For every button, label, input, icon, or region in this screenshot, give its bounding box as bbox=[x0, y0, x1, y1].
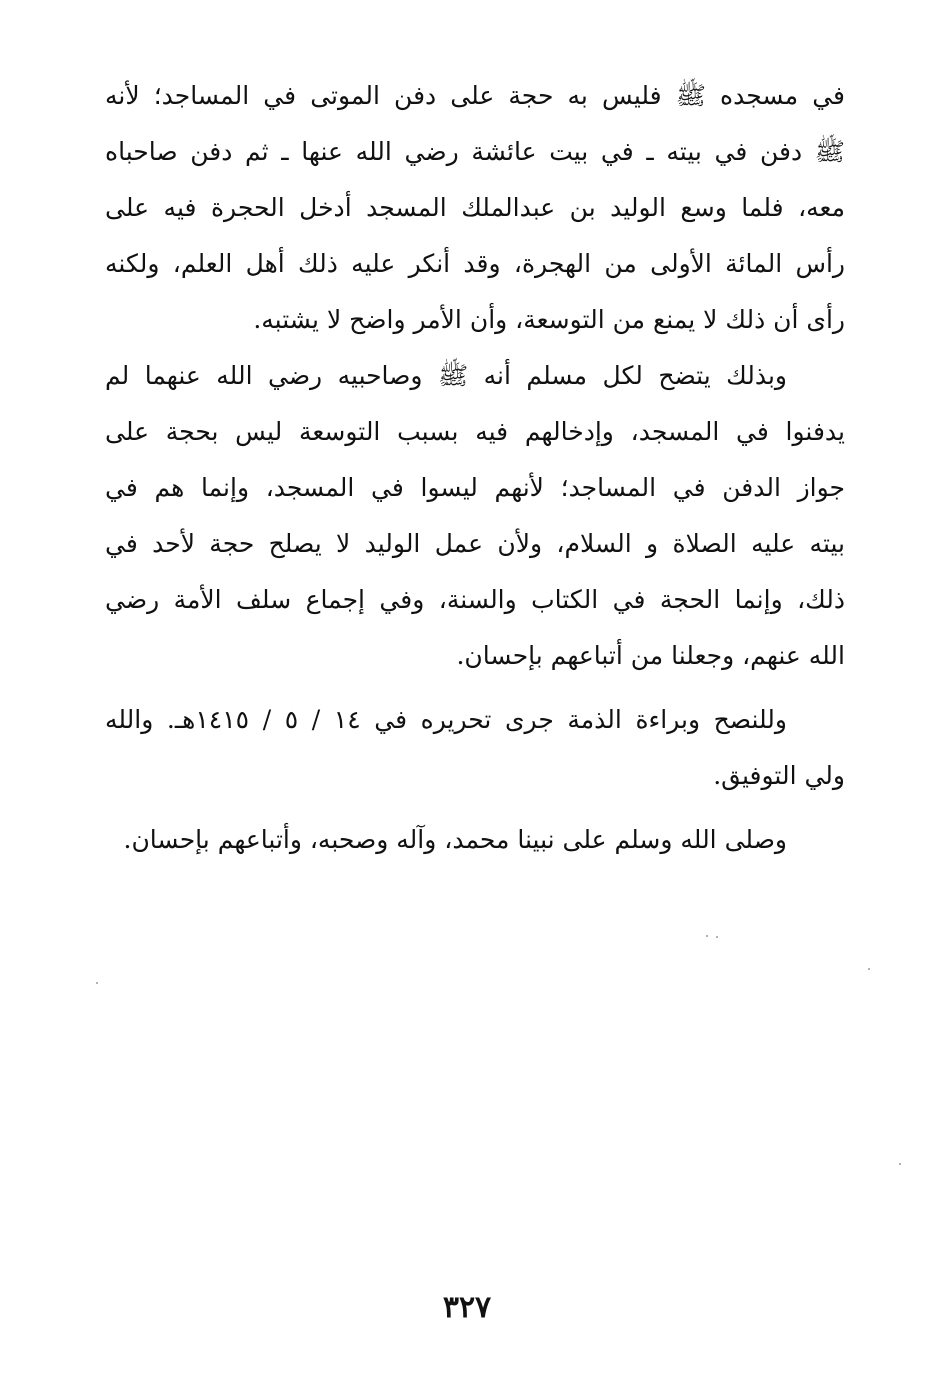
scan-speck bbox=[868, 968, 870, 970]
text-line: جواز الدفن في المساجد؛ لأنهم ليسوا في المسجد، وإنما هم في bbox=[105, 473, 845, 502]
paragraph-spacer bbox=[105, 684, 845, 692]
text-line: ولي التوفيق. bbox=[713, 761, 845, 790]
scan-speck bbox=[899, 1163, 901, 1165]
text-line: في مسجده ﷺ فليس به حجة على دفن الموتى في المساجد؛ لأنه bbox=[105, 81, 845, 110]
paragraph-spacer bbox=[105, 804, 845, 812]
text-line: بيته عليه الصلاة و السلام، ولأن عمل الوليد لا يصلح حجة لأحد في bbox=[105, 529, 845, 558]
text-line: ﷺ دفن في بيته ـ في بيت عائشة رضي الله عنها ـ ثم دفن صاحباه bbox=[105, 137, 845, 166]
paragraph-4 bbox=[105, 812, 845, 868]
text-line: معه، فلما وسع الوليد بن عبدالملك المسجد أدخل الحجرة فيه على bbox=[105, 193, 845, 222]
scan-speck bbox=[716, 936, 718, 938]
paragraph-3 bbox=[105, 692, 845, 804]
text-line: وبذلك يتضح لكل مسلم أنه ﷺ وصاحبيه رضي الله عنهما لم bbox=[105, 361, 787, 390]
text-line: الله عنهم، وجعلنا من أتباعهم بإحسان. bbox=[456, 641, 845, 670]
paragraph-1 bbox=[105, 68, 845, 348]
text-line: يدفنوا في المسجد، وإدخالهم فيه بسبب التوسعة ليس بحجة على bbox=[105, 417, 845, 446]
text-line: رأى أن ذلك لا يمنع من التوسعة، وأن الأمر واضح لا يشتبه. bbox=[253, 305, 845, 334]
text-line: وللنصح وبراءة الذمة جرى تحريره في ١٤ / ٥ / ١٤١٥هـ. والله bbox=[105, 705, 787, 734]
scan-speck bbox=[706, 935, 708, 937]
paragraph-2 bbox=[105, 348, 845, 684]
text-line: وصلى الله وسلم على نبينا محمد، وآله وصحبه، وأتباعهم بإحسان. bbox=[123, 825, 787, 854]
scan-speck bbox=[96, 982, 98, 984]
text-line: ذلك، وإنما الحجة في الكتاب والسنة، وفي إجماع سلف الأمة رضي bbox=[105, 585, 845, 614]
text-line: رأس المائة الأولى من الهجرة، وقد أنكر عليه ذلك أهل العلم، ولكنه bbox=[105, 249, 845, 278]
body-text bbox=[105, 68, 845, 868]
page-number: ٣٢٧ bbox=[442, 1290, 492, 1325]
